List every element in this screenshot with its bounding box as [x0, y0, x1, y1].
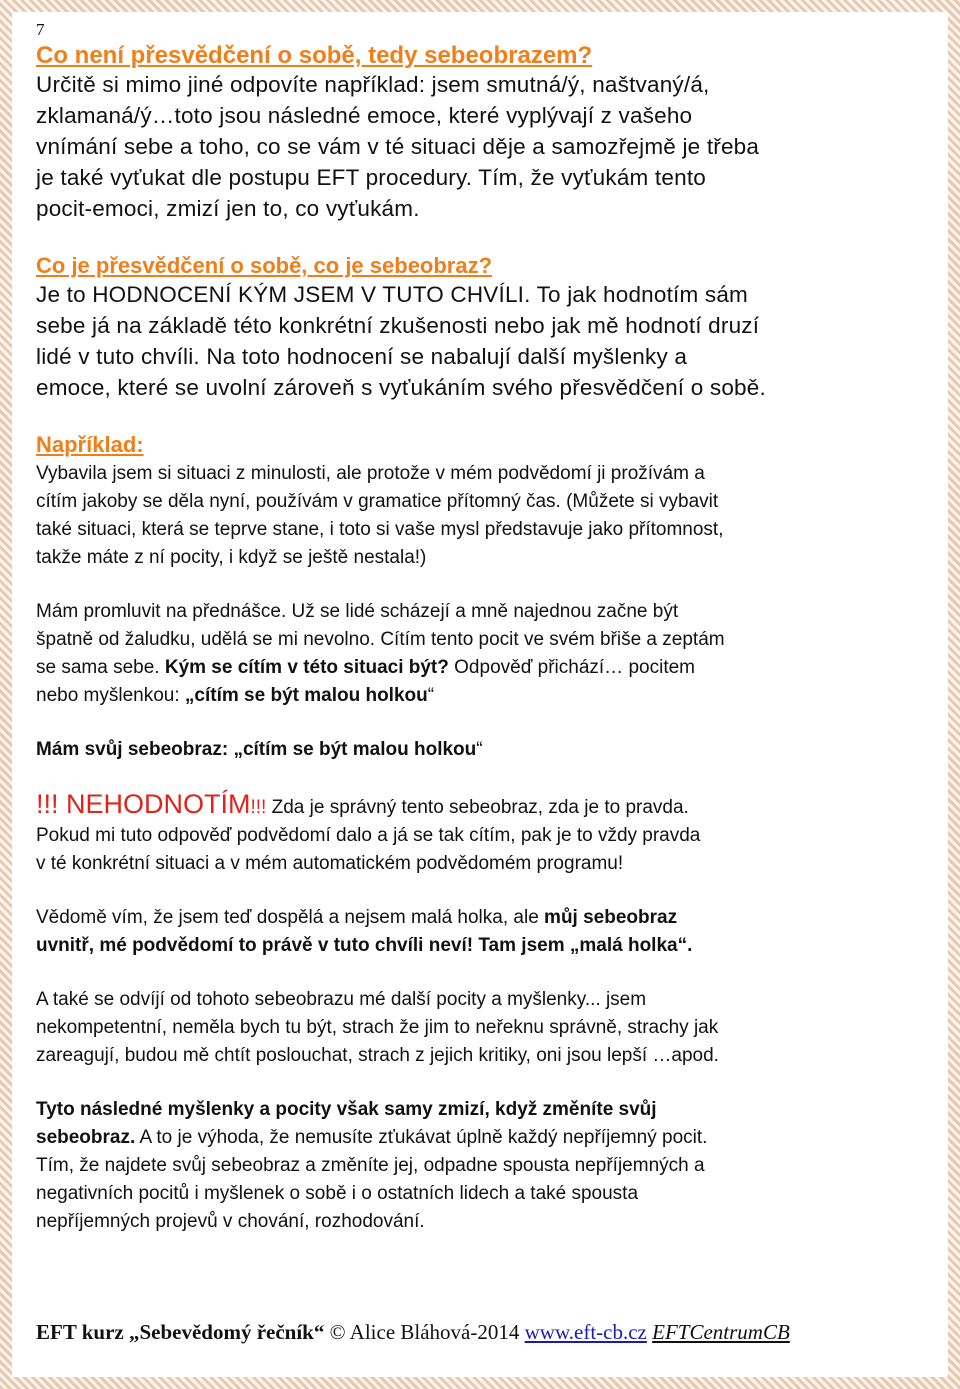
text-line: zareagují, budou mě chtít poslouchat, strach z jejich kritiky, oni jsou lepší …apod.	[36, 1045, 719, 1066]
section-body-not-self-image	[36, 69, 936, 224]
text-line: pocit-emoci, zmizí jen to, co vyťukám.	[36, 196, 420, 221]
text-span: Zda je správný tento sebeobraz, zda je to pravda.	[266, 797, 689, 818]
copyright: © Alice Bláhová-2014	[324, 1320, 525, 1344]
text-span: “	[427, 685, 435, 706]
text-line: Je to HODNOCENÍ KÝM JSEM V TUTO CHVÍLI. To jak hodnotím sám	[36, 282, 749, 307]
text-span: se sama sebe.	[36, 657, 165, 678]
consciously-paragraph	[36, 904, 936, 960]
centrum-link[interactable]: EFTCentrumCB	[652, 1320, 790, 1344]
text-line: nepříjemných projevů v chování, rozhodování.	[36, 1211, 425, 1232]
no-judging-exclaim: !!!	[250, 797, 267, 818]
text-span: nebo myšlenkou:	[36, 685, 185, 706]
question-bold: Kým se cítím v této situaci být?	[164, 657, 449, 678]
text-line: Pokud mi tuto odpověď podvědomí dalo a já se tak cítím, pak je to vždy pravda	[36, 825, 701, 846]
no-judging-alert: !!! NEHODNOTÍM	[36, 789, 251, 819]
text-line	[36, 1096, 936, 1124]
text-line: Mám promluvit na přednášce. Už se lidé scházejí a mně najednou začne být	[36, 601, 679, 622]
no-judging-paragraph	[36, 790, 936, 878]
page-footer	[36, 1320, 916, 1345]
bold-span: sebeobraz.	[36, 1127, 136, 1148]
text-line: také situaci, která se teprve stane, i toto si vaše mysl představuje jako přítomnost,	[36, 519, 724, 540]
text-line	[36, 654, 936, 682]
text-line: A také se odvíjí od tohoto sebeobrazu mé další pocity a myšlenky... jsem	[36, 989, 647, 1010]
bold-span: Tyto následné myšlenky a pocity však samy zmizí, když změníte svůj	[36, 1099, 657, 1120]
text-line	[36, 1124, 936, 1152]
answer-bold: „cítím se být malou holkou	[184, 685, 428, 706]
example-paragraph-2	[36, 598, 936, 710]
text-line: lidé v tuto chvíli. Na toto hodnocení se nabalují další myšlenky a	[36, 344, 688, 369]
text-line	[36, 682, 936, 710]
text-line: zklamaná/ý…toto jsou následné emoce, které vyplývají z vašeho	[36, 103, 693, 128]
document-page	[36, 20, 936, 1236]
further-feelings-paragraph	[36, 986, 936, 1070]
text-line: Tím, že najdete svůj sebeobraz a změníte jej, odpadne spousta nepříjemných a	[36, 1155, 705, 1176]
text-line: Vybavila jsem si situaci z minulosti, ale protože v mém podvědomí ji prožívám a	[36, 463, 705, 484]
text-span: A to je výhoda, že nemusíte zťukávat úplně každý nepříjemný pocit.	[135, 1127, 708, 1148]
self-image-bold: Mám svůj sebeobraz: „cítím se být malou holkou	[36, 739, 477, 760]
text-line: negativních pocitů i myšlenek o sobě i o ostatních lidech a také spousta	[36, 1183, 639, 1204]
text-line: cítím jakoby se děla nyní, používám v gramatice přítomný čas. (Můžete si vybavit	[36, 491, 719, 512]
text-line	[36, 790, 936, 822]
text-line: emoce, které se uvolní zároveň s vyťukáním svého přesvědčení o sobě.	[36, 375, 766, 400]
example-paragraph-1	[36, 460, 936, 572]
text-span: “	[476, 739, 483, 760]
page-number: 7	[36, 20, 45, 39]
text-span: Odpověď přichází… pocitem	[448, 657, 695, 678]
text-line: špatně od žaludku, udělá se mi nevolno. Cítím tento pocit ve svém břiše a zeptám	[36, 629, 725, 650]
text-line	[36, 904, 936, 932]
self-image-statement	[36, 736, 936, 764]
text-line: Určitě si mimo jiné odpovíte například: jsem smutná/ý, naštvaný/á,	[36, 72, 710, 97]
website-link[interactable]: www.eft-cb.cz	[524, 1320, 647, 1344]
text-line: vnímání sebe a toho, co se vám v té situaci děje a samozřejmě je třeba	[36, 134, 760, 159]
text-line: v té konkrétní situaci a v mém automatickém podvědomém programu!	[36, 853, 624, 874]
text-line	[36, 932, 936, 960]
text-line: je také vyťukat dle postupu EFT procedury. Tím, že vyťukám tento	[36, 165, 706, 190]
conclusion-paragraph	[36, 1096, 936, 1236]
text-span: Vědomě vím, že jsem teď dospělá a nejsem malá holka, ale	[36, 907, 545, 928]
bold-span: uvnitř, mé podvědomí to právě v tuto chvíli neví! Tam jsem „malá holka“.	[36, 935, 693, 956]
section-body-self-image	[36, 279, 936, 403]
example-heading: Například:	[36, 432, 144, 457]
course-title: EFT kurz „Sebevědomý řečník“	[36, 1320, 325, 1344]
text-line: takže máte z ní pocity, i když se ještě nestala!)	[36, 547, 427, 568]
text-line: nekompetentní, neměla bych tu být, strach že jim to neřeknu správně, strachy jak	[36, 1017, 719, 1038]
section-heading-not-self-image: Co není přesvědčení o sobě, tedy sebeobrazem?	[36, 42, 593, 69]
bold-span: můj sebeobraz	[544, 907, 678, 928]
section-heading-self-image: Co je přesvědčení o sobě, co je sebeobraz?	[36, 253, 493, 278]
text-line: sebe já na základě této konkrétní zkušenosti nebo jak mě hodnotí druzí	[36, 313, 760, 338]
